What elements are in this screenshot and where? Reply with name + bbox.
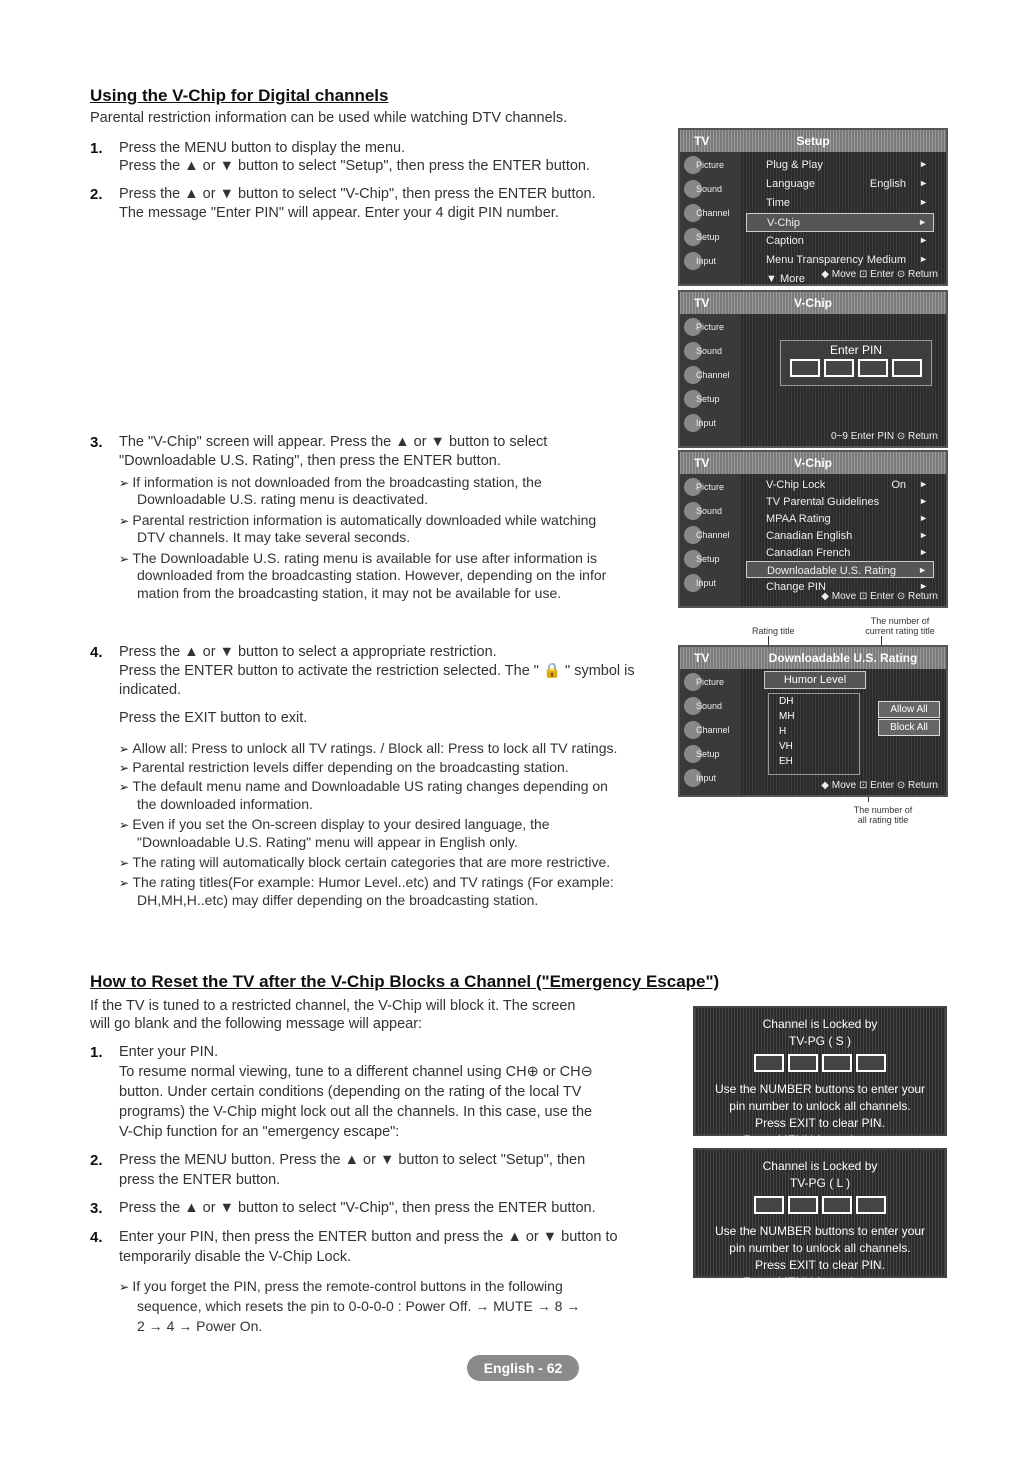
intro-text: If the TV is tuned to a restricted channel, the V-Chip will block it. The screen (90, 998, 576, 1014)
row-label: ▼ More (766, 273, 806, 285)
row-label: MPAA Rating (766, 513, 831, 525)
pin-prompt: Enter PIN (829, 343, 883, 357)
step-text: Press the ▲ or ▼ button to select a appropriate restriction. (119, 644, 497, 660)
side-menu-label: Sound (696, 346, 723, 356)
caption-line: The number of (870, 616, 930, 626)
tv-screen-downloadable-rating (678, 645, 948, 797)
note-text: DTV channels. It may take several seconds. (137, 529, 411, 545)
rating-item[interactable]: DH (779, 696, 794, 707)
intro-text: Parental restriction information can be used while watching DTV channels. (90, 110, 568, 126)
row-label: Language (766, 178, 815, 190)
pin-digit-box[interactable] (824, 359, 854, 377)
caption-line: The number of (853, 805, 913, 815)
note-text: Downloadable U.S. rating menu is deactivated. (137, 491, 429, 507)
pin-digit-box[interactable] (892, 359, 922, 377)
step-text: Press the EXIT button to exit. (119, 710, 308, 726)
step-number: 4. (90, 1229, 103, 1246)
note-text: ➢ If you forget the PIN, press the remote-control buttons in the following (119, 1278, 563, 1296)
menu-row[interactable] (746, 510, 934, 527)
lock-instruction: pin number to unlock all channels. (729, 1099, 911, 1113)
tv-screen-vchip-pin (678, 290, 948, 448)
row-value: Medium (866, 254, 906, 266)
side-menu-label: Channel (696, 530, 730, 540)
note-text: ➢ If information is not downloaded from the broadcasting station, the (119, 474, 542, 492)
pin-digit-box[interactable] (822, 1054, 852, 1072)
step-number: 2. (90, 186, 103, 203)
side-menu (680, 474, 740, 606)
menu-row[interactable] (746, 194, 934, 213)
step-number: 1. (90, 1044, 103, 1061)
arrow-right-icon: ► (919, 178, 928, 188)
row-value: English (869, 178, 906, 190)
menu-row[interactable] (746, 175, 934, 194)
menu-row[interactable] (746, 544, 934, 561)
screen-footer: 0~9 Enter PIN ⊙ Return (830, 431, 938, 442)
side-menu-label: Setup (696, 554, 720, 564)
arrow-right-icon: ► (919, 159, 928, 169)
row-label: Menu Transparency (766, 254, 864, 266)
lock-instruction: Press MENU for main menu. (743, 1133, 897, 1147)
note-text: ➢ The rating titles(For example: Humor Level..etc) and TV ratings (For example: (119, 874, 614, 892)
screen-title: V-Chip (794, 456, 832, 470)
arrow-right-icon: ► (919, 547, 928, 557)
side-menu-label: Channel (696, 370, 730, 380)
tv-label: TV (694, 651, 710, 665)
step-text: V-Chip function for an "emergency escape": (119, 1124, 400, 1140)
lock-instruction: Use the NUMBER buttons to enter your (714, 1082, 926, 1096)
arrow-right-icon: ► (919, 479, 928, 489)
lock-instruction: Press EXIT to clear PIN. (755, 1116, 885, 1130)
side-menu-label: Sound (696, 701, 723, 711)
lock-message: Channel is Locked by (762, 1017, 878, 1031)
lock-instruction: Press EXIT to clear PIN. (755, 1258, 885, 1272)
step-text: Enter your PIN. (119, 1044, 219, 1060)
pin-digit-box[interactable] (754, 1054, 784, 1072)
pin-digit-box[interactable] (856, 1196, 886, 1214)
pin-digit-box[interactable] (754, 1196, 784, 1214)
block-all-button[interactable]: Block All (878, 719, 940, 736)
lock-instruction: pin number to unlock all channels. (729, 1241, 911, 1255)
side-menu-label: Input (696, 578, 717, 588)
pin-digit-box[interactable] (790, 359, 820, 377)
arrow-right-icon: ► (919, 235, 928, 245)
row-value: On (891, 479, 906, 491)
row-label: Downloadable U.S. Rating (767, 565, 897, 577)
step-text: programs) the V-Chip might lock out all the channels. In this case, use the (119, 1104, 593, 1120)
step-text: Press the ▲ or ▼ button to select "Setup", then press the ENTER button. (119, 158, 591, 174)
note-text: DH,MH,H..etc) may differ depending on the broadcasting station. (137, 892, 539, 908)
side-menu (680, 669, 740, 795)
arrow-right-icon: ► (918, 217, 927, 227)
side-menu-label: Channel (696, 725, 730, 735)
menu-row[interactable] (746, 476, 934, 493)
rating-item[interactable]: MH (779, 711, 795, 722)
step-text: press the ENTER button. (119, 1172, 281, 1188)
arrow-right-icon: ► (918, 565, 927, 575)
arrow-right-icon: ► (919, 581, 928, 591)
row-label: Canadian French (766, 547, 851, 559)
screen-footer: ◆ Move ⊡ Enter ⊙ Return (821, 591, 938, 602)
side-menu-label: Picture (696, 322, 725, 332)
note-text: sequence, which resets the pin to 0-0-0-0 : Power Off. → MUTE → 8 → (137, 1298, 581, 1314)
menu-row-selected[interactable] (746, 213, 934, 232)
side-menu-label: Setup (696, 749, 720, 759)
allow-all-button[interactable]: Allow All (878, 701, 940, 718)
note-text: ➢ Allow all: Press to unlock all TV ratings. / Block all: Press to lock all TV ratings. (119, 740, 617, 758)
menu-row[interactable] (746, 527, 934, 544)
caption-rating-title: Rating title (752, 626, 795, 636)
note-text: ➢ Parental restriction levels differ depending on the broadcasting station. (119, 759, 569, 777)
side-menu-label: Input (696, 773, 717, 783)
page-number-badge: English - 62 (467, 1355, 579, 1381)
lock-instruction: Press MENU for main menu. (743, 1275, 897, 1289)
channel-locked-screen (693, 1006, 947, 1147)
side-menu (680, 314, 740, 446)
pin-digit-box[interactable] (858, 359, 888, 377)
section-title-vchip-digital: Using the V-Chip for Digital channels (90, 86, 389, 105)
rating-item[interactable]: VH (779, 741, 793, 752)
step-number: 4. (90, 644, 103, 661)
screen-title: Setup (796, 134, 830, 148)
lock-rating: TV-PG ( S ) (788, 1034, 851, 1048)
note-text: ➢ Parental restriction information is automatically downloaded while watching (119, 512, 596, 530)
note-text: "Downloadable U.S. Rating" menu will appear in English only. (137, 834, 518, 850)
side-menu (680, 152, 740, 284)
pin-digit-box[interactable] (856, 1054, 886, 1072)
side-menu-label: Picture (696, 160, 725, 170)
intro-text: will go blank and the following message will appear: (90, 1016, 423, 1032)
menu-row[interactable] (746, 232, 934, 251)
side-menu-label: Setup (696, 232, 720, 242)
side-menu-label: Input (696, 418, 717, 428)
screen-footer: ◆ Move ⊡ Enter ⊙ Return (821, 780, 938, 791)
step-text: "Downloadable U.S. Rating", then press the ENTER button. (119, 453, 501, 469)
step-number: 1. (90, 140, 103, 157)
menu-row[interactable] (746, 493, 934, 510)
tv-screen-setup (678, 128, 948, 286)
menu-row[interactable] (746, 251, 934, 270)
channel-locked-screen (693, 1148, 947, 1289)
step-number: 3. (90, 1200, 103, 1217)
arrow-right-icon: ► (919, 197, 928, 207)
arrow-right-icon: ► (919, 513, 928, 523)
note-text: the downloaded information. (137, 796, 313, 812)
pin-boxes (695, 1196, 945, 1219)
note-text: mation from the broadcasting station, it may not be available for use. (137, 585, 562, 601)
side-menu-label: Setup (696, 394, 720, 404)
side-menu-label: Sound (696, 506, 723, 516)
pin-digit-box[interactable] (822, 1196, 852, 1214)
pin-boxes (695, 1054, 945, 1077)
step-text: The "V-Chip" screen will appear. Press the ▲ or ▼ button to select (119, 434, 548, 450)
arrow-right-icon: ► (919, 496, 928, 506)
side-menu-label: Sound (696, 184, 723, 194)
menu-row[interactable] (746, 156, 934, 175)
row-label: Caption (766, 235, 804, 247)
pin-digit-box[interactable] (788, 1196, 818, 1214)
row-label: Plug & Play (766, 159, 823, 171)
tv-screen-vchip-menu (678, 450, 948, 608)
note-text: 2 → 4 → Power On. (137, 1318, 263, 1334)
caption-line: all rating title (857, 815, 909, 825)
arrow-right-icon: ► (919, 254, 928, 264)
step-text: button. Under certain conditions (depending on the rating of the local TV (119, 1084, 582, 1100)
note-text: downloaded from the broadcasting station. However, depending on the infor (137, 567, 607, 583)
side-menu-label: Picture (696, 482, 725, 492)
side-menu-label: Channel (696, 208, 730, 218)
step-text: Press the ▲ or ▼ button to select "V-Chip", then press the ENTER button. (119, 186, 596, 202)
side-menu-label: Picture (696, 677, 725, 687)
tv-label: TV (694, 134, 710, 148)
rating-item[interactable]: EH (779, 756, 793, 767)
screen-title: Downloadable U.S. Rating (768, 651, 918, 665)
rating-item[interactable]: H (779, 726, 787, 737)
caption-all-number (848, 805, 918, 825)
caption-line: current rating title (865, 626, 935, 636)
step-text: Press the MENU button. Press the ▲ or ▼ button to select "Setup", then (119, 1152, 586, 1168)
step-text: temporarily disable the V-Chip Lock. (119, 1249, 352, 1265)
step-number: 2. (90, 1152, 103, 1169)
step-text: Press the ENTER button to activate the restriction selected. The " 🔒 " symbol is (119, 663, 635, 679)
step-text: indicated. (119, 682, 182, 698)
lock-instruction: Use the NUMBER buttons to enter your (714, 1224, 926, 1238)
row-label: Canadian English (766, 530, 853, 542)
step-text: Enter your PIN, then press the ENTER button and press the ▲ or ▼ button to (119, 1229, 618, 1245)
row-label: TV Parental Guidelines (766, 496, 880, 508)
step-text: Press the MENU button to display the menu. (119, 140, 406, 156)
note-text: ➢ The Downloadable U.S. rating menu is available for use after information is (119, 550, 597, 568)
tv-label: TV (694, 296, 710, 310)
note-text: ➢ The default menu name and Downloadable US rating changes depending on (119, 778, 608, 796)
rating-title-tab[interactable]: Humor Level (764, 671, 866, 689)
step-text: The message "Enter PIN" will appear. Enter your 4 digit PIN number. (119, 205, 559, 221)
note-text: ➢ Even if you set the On-screen display to your desired language, the (119, 816, 550, 834)
screen-footer: ◆ Move ⊡ Enter ⊙ Return (821, 269, 938, 280)
lock-rating: TV-PG ( L ) (789, 1176, 851, 1190)
screen-title: V-Chip (794, 296, 832, 310)
row-label: V-Chip (767, 217, 801, 229)
row-label: V-Chip Lock (766, 479, 826, 491)
tv-label: TV (694, 456, 710, 470)
menu-row-selected[interactable] (746, 561, 934, 578)
note-text: ➢ The rating will automatically block certain categories that are more restrictive. (119, 854, 610, 872)
step-text: Press the ▲ or ▼ button to select "V-Chip", then press the ENTER button. (119, 1200, 596, 1216)
side-menu-label: Input (696, 256, 717, 266)
lock-message: Channel is Locked by (762, 1159, 878, 1173)
pin-digit-box[interactable] (788, 1054, 818, 1072)
rating-list (768, 693, 860, 775)
pin-entry-panel (780, 340, 932, 386)
section-title-emergency-escape: How to Reset the TV after the V-Chip Blocks a Channel ("Emergency Escape") (90, 972, 720, 991)
step-text: To resume normal viewing, tune to a different channel using CH⊕ or CH⊖ (119, 1064, 593, 1080)
step-number: 3. (90, 434, 103, 451)
arrow-right-icon: ► (919, 530, 928, 540)
row-label: Change PIN (766, 581, 826, 593)
caption-current-number (850, 616, 950, 636)
row-label: Time (766, 197, 791, 209)
